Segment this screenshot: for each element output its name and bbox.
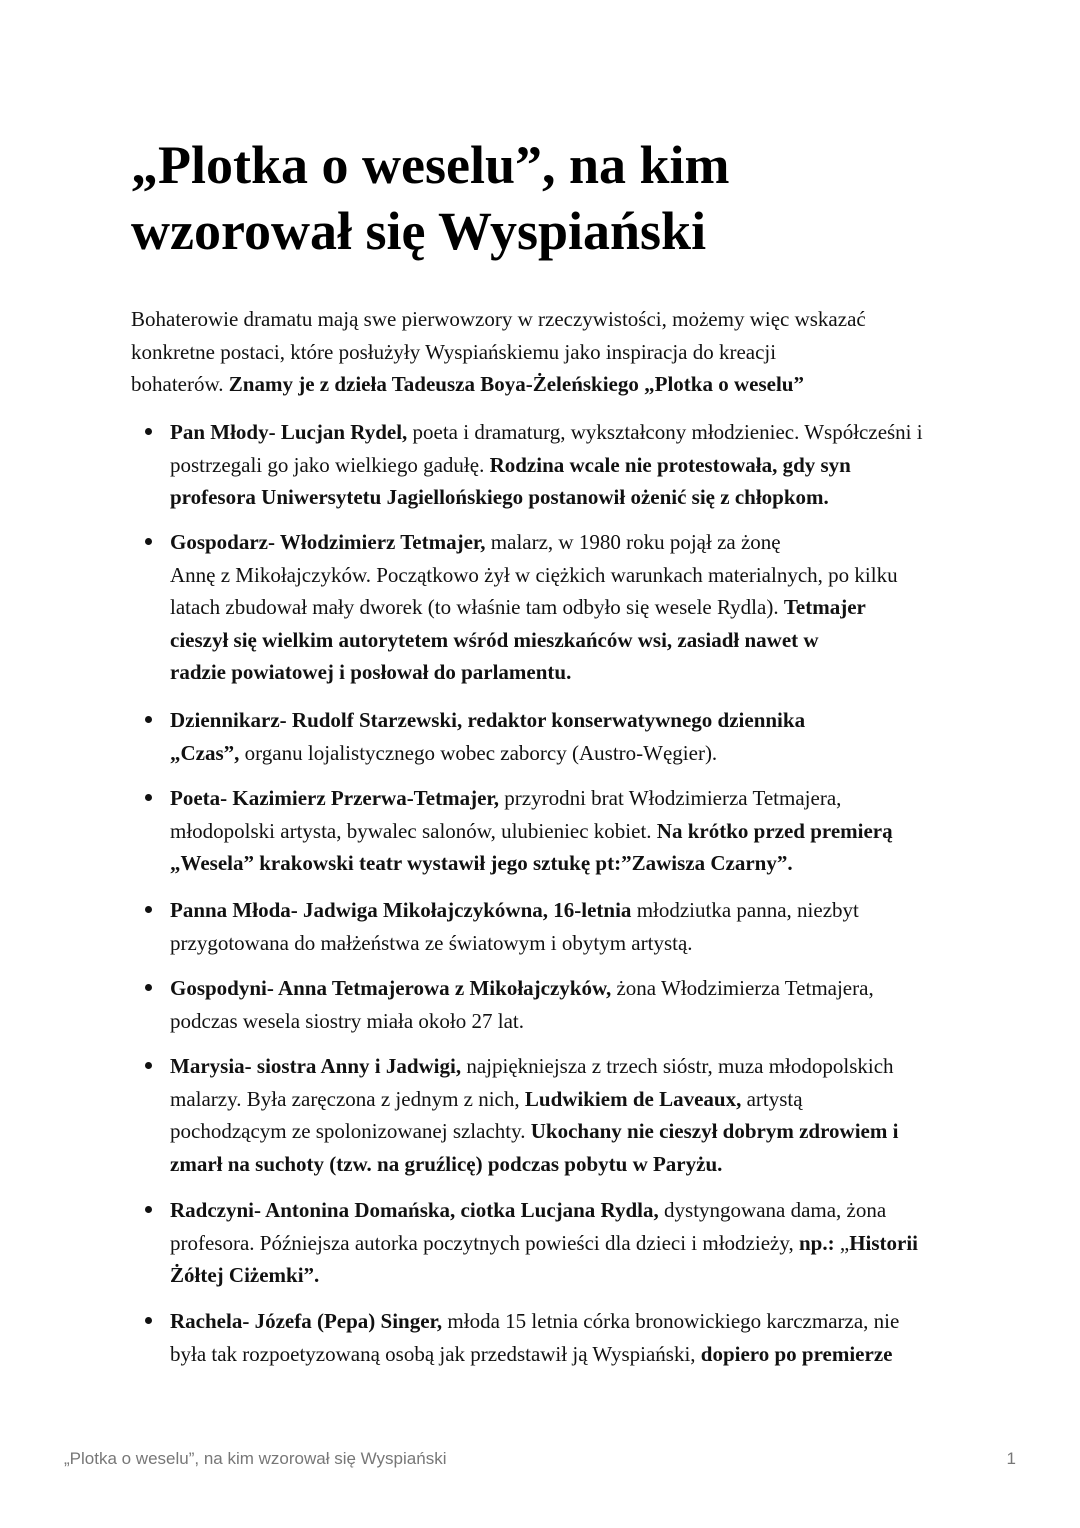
bold-text-segment: profesora Uniwersytetu Jagiellońskiego postanowił ożenić się z chłopkom. — [170, 485, 829, 509]
text-segment: młoda 15 letnia córka bronowickiego karczmarza, nie — [442, 1309, 900, 1333]
bullet-icon — [145, 984, 152, 991]
bold-text-segment: radzie powiatowej i posłował do parlamentu. — [170, 660, 572, 684]
page-title — [131, 132, 831, 264]
character-list-item — [170, 1194, 970, 1292]
character-text-line — [170, 1194, 970, 1227]
character-list-item — [170, 1305, 970, 1370]
bold-text-segment: Panna Młoda- Jadwiga Mikołajczykówna, 16-letnia — [170, 898, 632, 922]
text-segment: artystą — [741, 1086, 803, 1111]
character-text-line — [170, 1227, 970, 1260]
character-text-line — [170, 1338, 970, 1371]
text-segment: pochodzącym ze spolonizowanej szlachty. — [170, 1119, 531, 1143]
character-text-line — [170, 1148, 970, 1181]
text-segment: żona Włodzimierza Tetmajera, — [611, 976, 874, 1000]
page-title-line-1: „Plotka o weselu”, na kim — [131, 135, 730, 195]
text-segment: „ — [834, 1230, 850, 1255]
bold-text-segment: Radczyni- Antonina Domańska, ciotka Lucjana Rydla, — [170, 1198, 659, 1222]
character-text-line — [170, 449, 970, 482]
bold-text-segment: Gospodyni- Anna Tetmajerowa z Mikołajczyków, — [170, 976, 612, 1000]
bold-text-segment: np.: — [799, 1230, 835, 1255]
character-text-line — [170, 847, 970, 880]
intro-line-1: Bohaterowie dramatu mają swe pierwowzory w rzeczywistości, możemy więc wskazać — [131, 307, 866, 331]
text-segment: młodziutka panna, niezbyt — [631, 898, 859, 922]
character-text-line — [170, 704, 970, 737]
character-text-line — [170, 927, 970, 960]
character-text-line — [170, 1305, 970, 1338]
bold-text-segment: Marysia- siostra Anny i Jadwigi, — [170, 1054, 462, 1078]
intro-line-2: konkretne postaci, które posłużyły Wyspiańskiemu jako inspiracja do kreacji — [131, 339, 777, 364]
bold-text-segment: Ludwikiem de Laveaux, — [524, 1086, 742, 1111]
bold-text-segment: Rodzina wcale nie protestowała, gdy syn — [489, 452, 851, 477]
character-text-line — [170, 481, 970, 514]
text-segment: dystyngowana dama, żona — [658, 1198, 887, 1222]
character-text-line — [170, 416, 970, 449]
bold-text-segment: Rachela- Józefa (Pepa) Singer, — [170, 1309, 443, 1333]
bullet-icon — [145, 1206, 152, 1213]
intro-paragraph — [131, 303, 951, 401]
bold-text-segment: dopiero po premierze — [700, 1341, 893, 1366]
bold-text-segment: Ukochany nie cieszył dobrym zdrowiem i — [530, 1119, 899, 1143]
character-list-item — [170, 782, 970, 880]
character-text-line — [170, 1083, 970, 1116]
text-segment: podczas wesela siostry miała około 27 lat. — [170, 1008, 524, 1033]
bullet-icon — [145, 1317, 152, 1324]
bold-text-segment: cieszył się wielkim autorytetem wśród mieszkańców wsi, zasiadł nawet w — [170, 627, 819, 652]
bullet-icon — [145, 716, 152, 723]
character-list-item — [170, 704, 970, 769]
bullet-icon — [145, 1062, 152, 1069]
footer-page-number: 1 — [1006, 1449, 1016, 1468]
intro-source-emphasis: Znamy je z dzieła Tadeusza Boya-Żeleńskiego „Plotka o weselu” — [228, 372, 804, 396]
text-segment: malarzy. Była zaręczona z jednym z nich, — [170, 1086, 525, 1111]
bold-text-segment: Poeta- Kazimierz Przerwa-Tetmajer, — [170, 786, 500, 810]
intro-text: bohaterów. — [131, 372, 229, 396]
character-text-line — [170, 591, 970, 624]
bold-text-segment: Żółtej Ciżemki”. — [170, 1263, 320, 1287]
character-text-line — [170, 1259, 970, 1292]
character-text-line — [170, 972, 970, 1005]
footer-document-title: „Plotka o weselu”, na kim wzorował się Wyspiański — [64, 1449, 447, 1468]
text-segment: młodopolski artysta, bywalec salonów, ulubieniec kobiet. — [170, 818, 657, 843]
character-text-line — [170, 526, 970, 559]
text-segment: przyrodni brat Włodzimierza Tetmajera, — [499, 786, 842, 810]
text-segment: przygotowana do małżeństwa ze światowym i obytym artystą. — [170, 930, 693, 955]
character-text-line — [170, 1005, 970, 1038]
character-text-line — [170, 737, 970, 770]
bold-text-segment: Dziennikarz- Rudolf Starzewski, redaktor konserwatywnego dziennika — [170, 708, 806, 732]
character-text-line — [170, 782, 970, 815]
character-text-line — [170, 1050, 970, 1083]
text-segment: poeta i dramaturg, wykształcony młodzieniec. Współcześni i — [407, 420, 923, 444]
bold-text-segment: „Wesela” krakowski teatr wystawił jego sztukę pt:”Zawisza Czarny”. — [170, 851, 793, 875]
bold-text-segment: Gospodarz- Włodzimierz Tetmajer, — [170, 530, 486, 554]
bullet-icon — [145, 906, 152, 913]
bold-text-segment: Na krótko przed premierą — [656, 818, 893, 843]
page-title-line-2: wzorował się Wyspiański — [131, 201, 707, 261]
bullet-icon — [145, 794, 152, 801]
text-segment: Annę z Mikołajczyków. Początkowo żył w ciężkich warunkach materialnych, po kilku — [170, 562, 898, 587]
character-text-line — [170, 1115, 970, 1148]
text-segment: najpiękniejsza z trzech sióstr, muza młodopolskich — [461, 1054, 894, 1078]
text-segment: postrzegali go jako wielkiego gadułę. — [170, 452, 490, 477]
text-segment: profesora. Późniejsza autorka poczytnych powieści dla dzieci i młodzieży, — [170, 1230, 799, 1255]
character-list-item — [170, 526, 970, 689]
bullet-icon — [145, 428, 152, 435]
bold-text-segment: zmarł na suchoty (tzw. na gruźlicę) podczas pobytu w Paryżu. — [170, 1151, 723, 1176]
character-text-line — [170, 559, 970, 592]
character-list-item — [170, 972, 970, 1037]
bold-text-segment: Tetmajer — [783, 595, 866, 619]
bold-text-segment: Pan Młody- Lucjan Rydel, — [170, 420, 408, 444]
bullet-icon — [145, 538, 152, 545]
character-text-line — [170, 624, 970, 657]
character-list-item — [170, 894, 970, 959]
character-text-line — [170, 656, 970, 689]
text-segment: latach zbudował mały dworek (to właśnie tam odbyło się wesele Rydla). — [170, 595, 784, 619]
bold-text-segment: Historii — [849, 1230, 919, 1255]
character-list-item — [170, 416, 970, 514]
text-segment: była tak rozpoetyzowaną osobą jak przedstawił ją Wyspiański, — [170, 1341, 701, 1366]
bold-text-segment: „Czas”, — [170, 740, 240, 765]
text-segment: malarz, w 1980 roku pojął za żonę — [485, 530, 781, 554]
intro-line-3 — [131, 368, 951, 401]
character-text-line — [170, 815, 970, 848]
character-text-line — [170, 894, 970, 927]
character-list-item — [170, 1050, 970, 1180]
text-segment: organu lojalistycznego wobec zaborcy (Austro-Węgier). — [239, 740, 718, 765]
